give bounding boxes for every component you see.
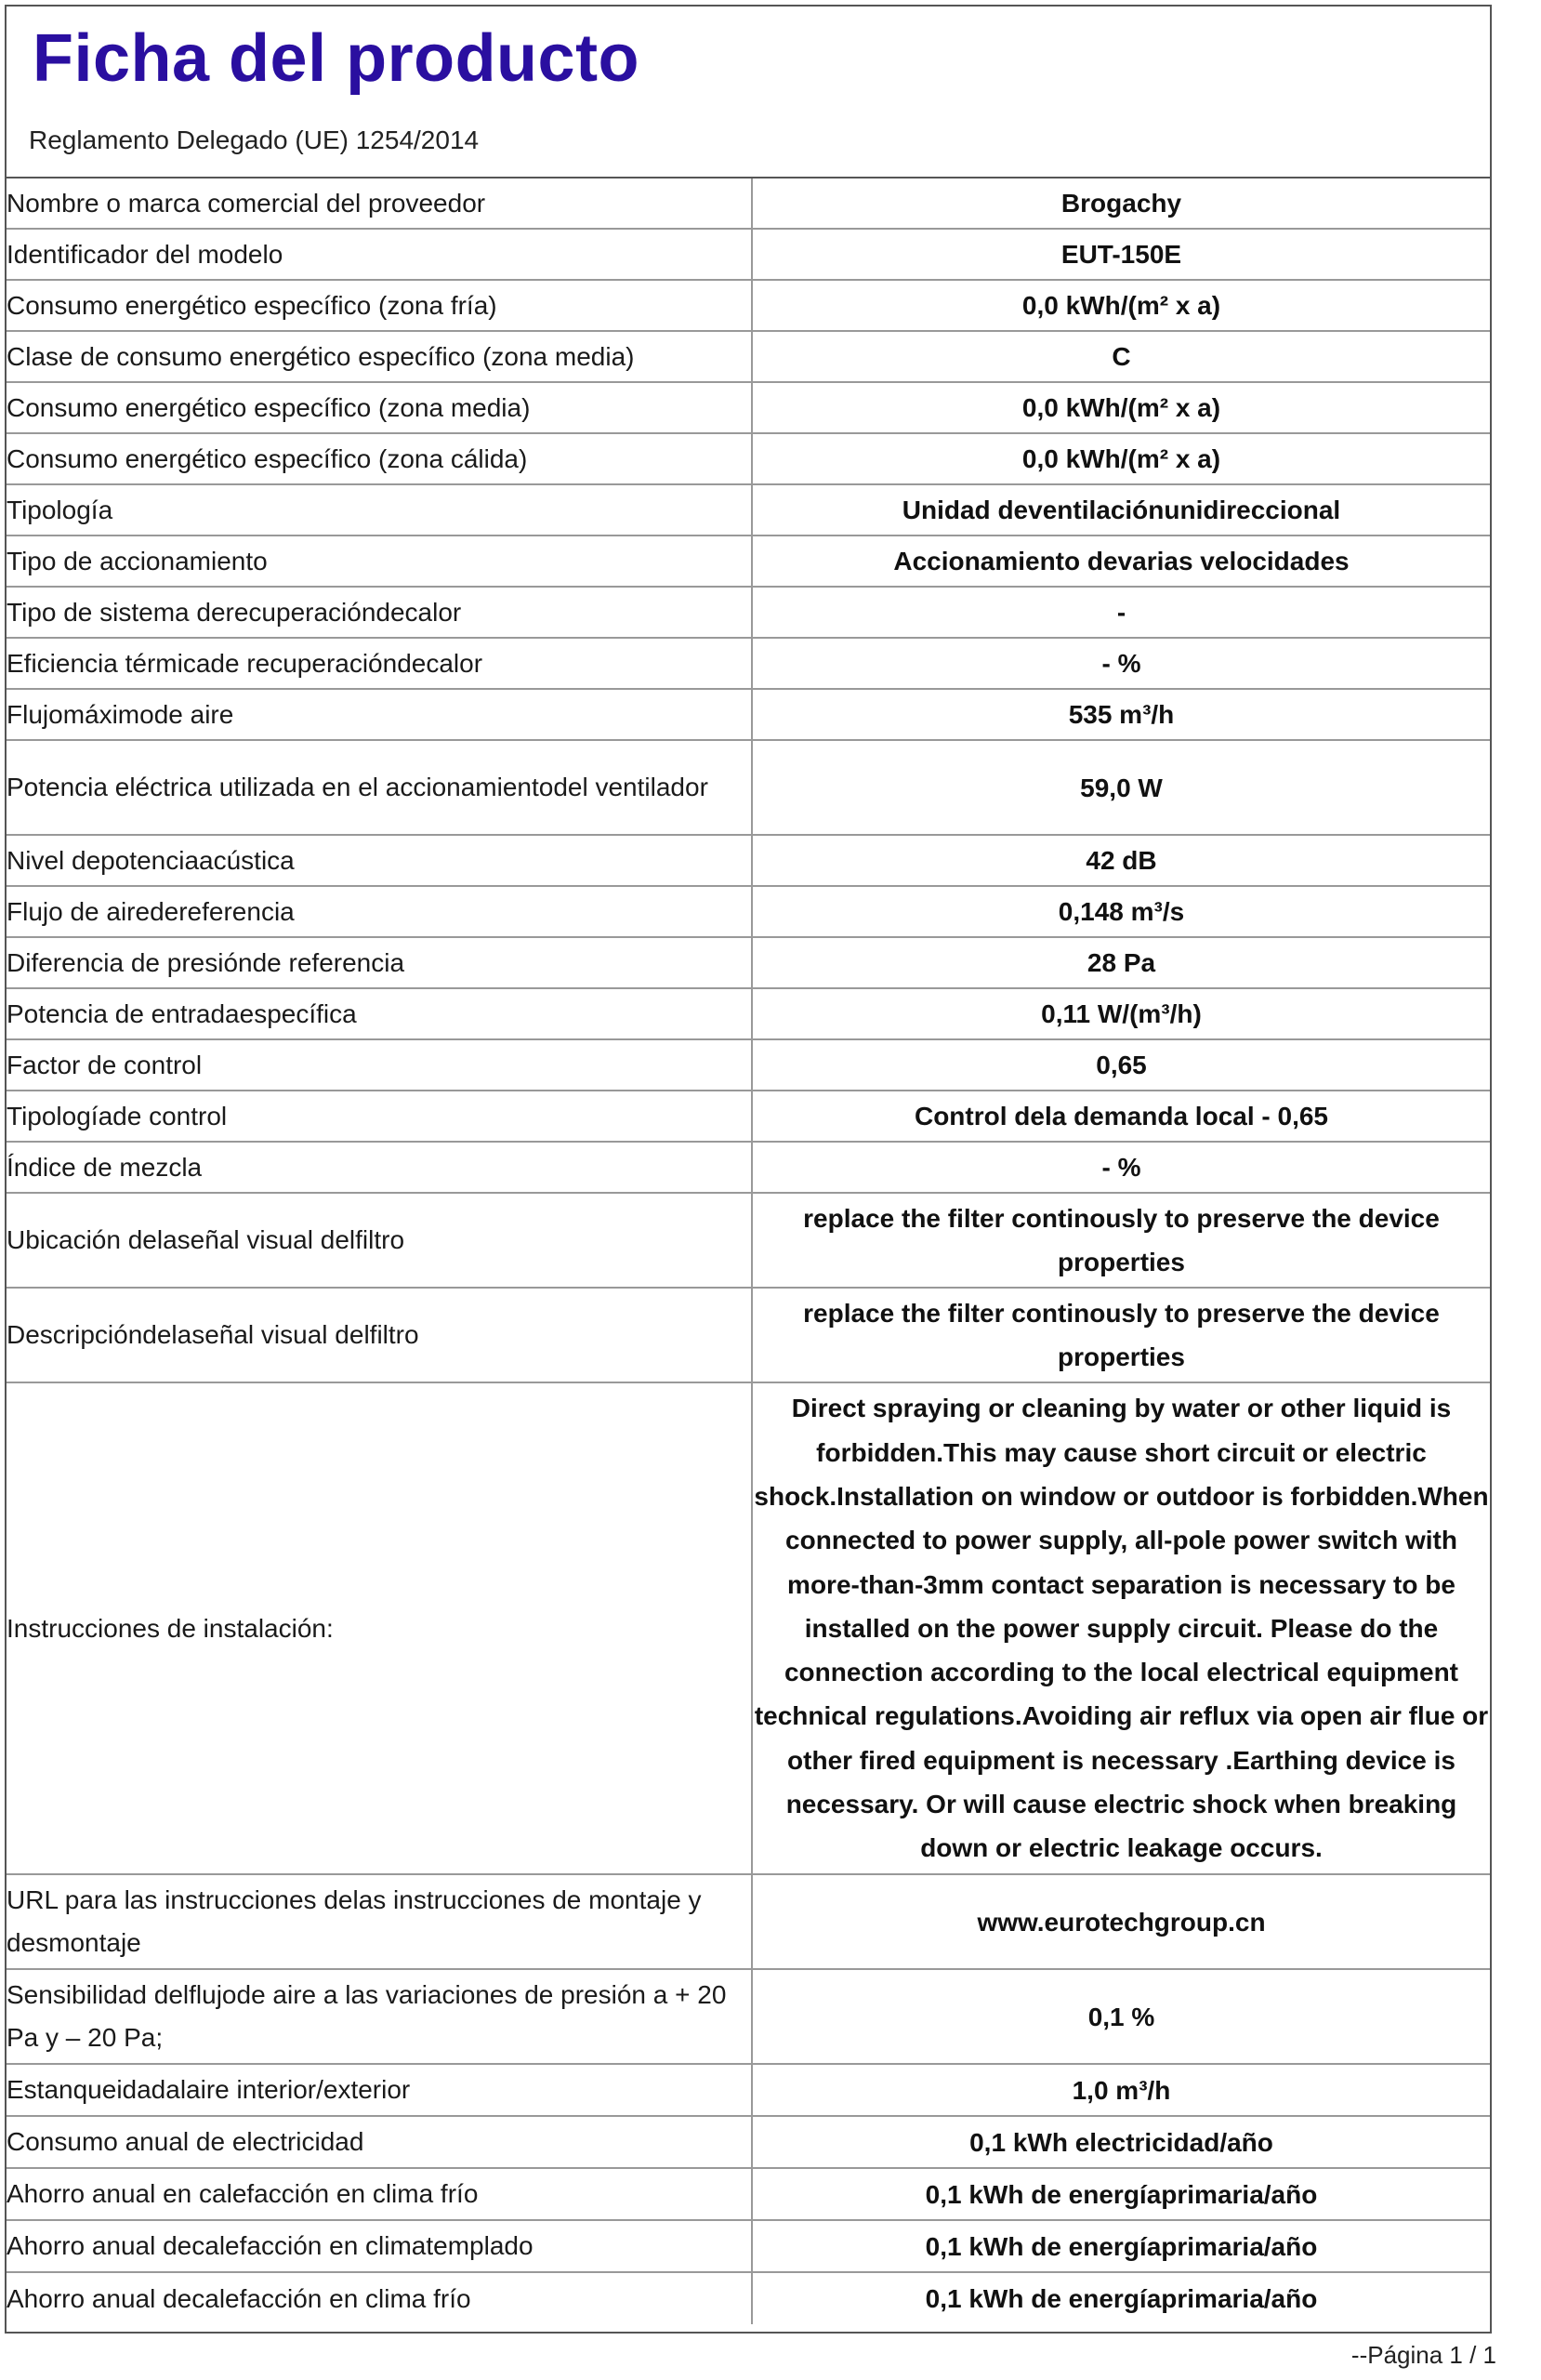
table-row [7,740,1490,835]
row-value: replace the filter continously to preserve the device properties [752,1288,1490,1382]
table-row [7,2168,1490,2220]
table-row [7,178,1490,229]
row-value: Accionamiento devarias velocidades [752,536,1490,587]
row-label: Consumo energético específico (zona media) [7,382,752,433]
row-label: Ubicación delaseñal visual delfiltro [7,1193,752,1288]
row-value: 0,1 kWh de energíaprimaria/año [925,2284,1318,2313]
row-value: 0,0 kWh/(m² x a) [752,280,1490,331]
row-value: replace the filter continously to preserve the device properties [752,1193,1490,1288]
table-row [7,382,1490,433]
page-number: --Página 1 / 1 [1350,2341,1496,2369]
row-label: Tipologíade control [7,1091,752,1142]
table-row [7,2064,1490,2116]
table-row [7,1382,1490,1874]
row-label: Tipo de sistema derecuperacióndecalor [7,587,752,638]
row-label: Consumo energético específico (zona fría) [7,280,752,331]
row-value: 0,1 kWh de energíaprimaria/año [752,2220,1490,2272]
row-label: Flujo de airedereferencia [7,886,752,937]
row-value: 0,11 W/(m³/h) [752,988,1490,1039]
row-label: Consumo energético específico (zona cálida) [7,433,752,484]
row-value: 0,65 [752,1039,1490,1091]
sheet-header [7,7,1490,178]
row-label: Flujomáximode aire [7,689,752,740]
table-row [7,1091,1490,1142]
table-row [7,280,1490,331]
row-value: 535 m³/h [752,689,1490,740]
table-row [7,587,1490,638]
table-row [7,484,1490,536]
row-label: URL para las instrucciones delas instrucciones de montaje y desmontaje [7,1874,752,1969]
spec-table [7,178,1490,2324]
row-label: Clase de consumo energético específico (zona media) [7,331,752,382]
row-value: C [752,331,1490,382]
row-label: Sensibilidad delflujode aire a las variaciones de presión a + 20 Pa y – 20 Pa; [7,1969,752,2064]
row-value: 59,0 W [752,740,1490,835]
table-row [7,1288,1490,1382]
row-label: Factor de control [7,1039,752,1091]
row-label: Potencia eléctrica utilizada en el accionamientodel ventilador [7,740,752,835]
row-label: Nombre o marca comercial del proveedor [7,178,752,229]
row-label: Instrucciones de instalación: [7,1382,752,1874]
table-row [7,1142,1490,1193]
row-label: Consumo anual de electricidad [7,2116,752,2168]
row-label: Eficiencia térmicade recuperacióndecalor [7,638,752,689]
table-row [7,937,1490,988]
row-value: Direct spraying or cleaning by water or other liquid is forbidden.This may cause short circuit or electric shock.Installation on window or outdoor is forbidden.When connected to power supply, all-pole power switch with more-than-3mm contact separation is necessary to be installed on the power supply circuit. Please do the connection according to the local electrical equipment technical regulations.Avoiding air reflux via open air flue or other fired equipment is necessary .Earthing device is necessary. Or will cause electric shock when breaking down or electric leakage occurs. [752,1382,1490,1874]
row-label: Estanqueidadalaire interior/exterior [7,2064,752,2116]
row-label: Ahorro anual en calefacción en clima frío [7,2168,752,2220]
table-row [7,2220,1490,2272]
row-label: Índice de mezcla [7,1142,752,1193]
table-row [7,1193,1490,1288]
table-row [7,229,1490,280]
row-label: Identificador del modelo [7,229,752,280]
regulation-reference: Reglamento Delegado (UE) 1254/2014 [29,126,480,154]
row-label: Potencia de entradaespecífica [7,988,752,1039]
page-title: Ficha del producto [33,21,640,96]
row-value: 0,1 kWh de energíaprimaria/año [752,2168,1490,2220]
table-row [7,689,1490,740]
table-row [7,2116,1490,2168]
row-value: - % [752,1142,1490,1193]
row-value: 28 Pa [752,937,1490,988]
row-label: Tipo de accionamiento [7,536,752,587]
row-value: - [752,587,1490,638]
table-row [7,2272,1490,2324]
row-label: Nivel depotenciaacústica [7,835,752,886]
product-sheet [5,5,1492,2334]
table-row [7,331,1490,382]
table-row [7,638,1490,689]
row-value: 42 dB [752,835,1490,886]
row-label: Ahorro anual decalefacción en climatemplado [7,2220,752,2272]
table-row [7,835,1490,886]
row-value: 0,1 % [752,1969,1490,2064]
table-row [7,536,1490,587]
row-label: Descripcióndelaseñal visual delfiltro [7,1288,752,1382]
row-value: 0,1 kWh electricidad/año [752,2116,1490,2168]
table-row [7,1969,1490,2064]
row-value: 0,0 kWh/(m² x a) [752,382,1490,433]
row-value: 0,0 kWh/(m² x a) [752,433,1490,484]
table-row [7,988,1490,1039]
row-value: 0,148 m³/s [752,886,1490,937]
row-label: Diferencia de presiónde referencia [7,937,752,988]
row-value: - % [752,638,1490,689]
table-row [7,886,1490,937]
row-value: Control dela demanda local - 0,65 [752,1091,1490,1142]
table-row [7,433,1490,484]
row-value: www.eurotechgroup.cn [752,1874,1490,1969]
row-value: Unidad deventilaciónunidireccional [752,484,1490,536]
row-value: 1,0 m³/h [752,2064,1490,2116]
table-row [7,1874,1490,1969]
row-label: Tipología [7,484,752,536]
row-label: Ahorro anual decalefacción en clima frío [7,2272,752,2324]
row-value: EUT-150E [752,229,1490,280]
row-value: Brogachy [752,178,1490,229]
table-row [7,1039,1490,1091]
